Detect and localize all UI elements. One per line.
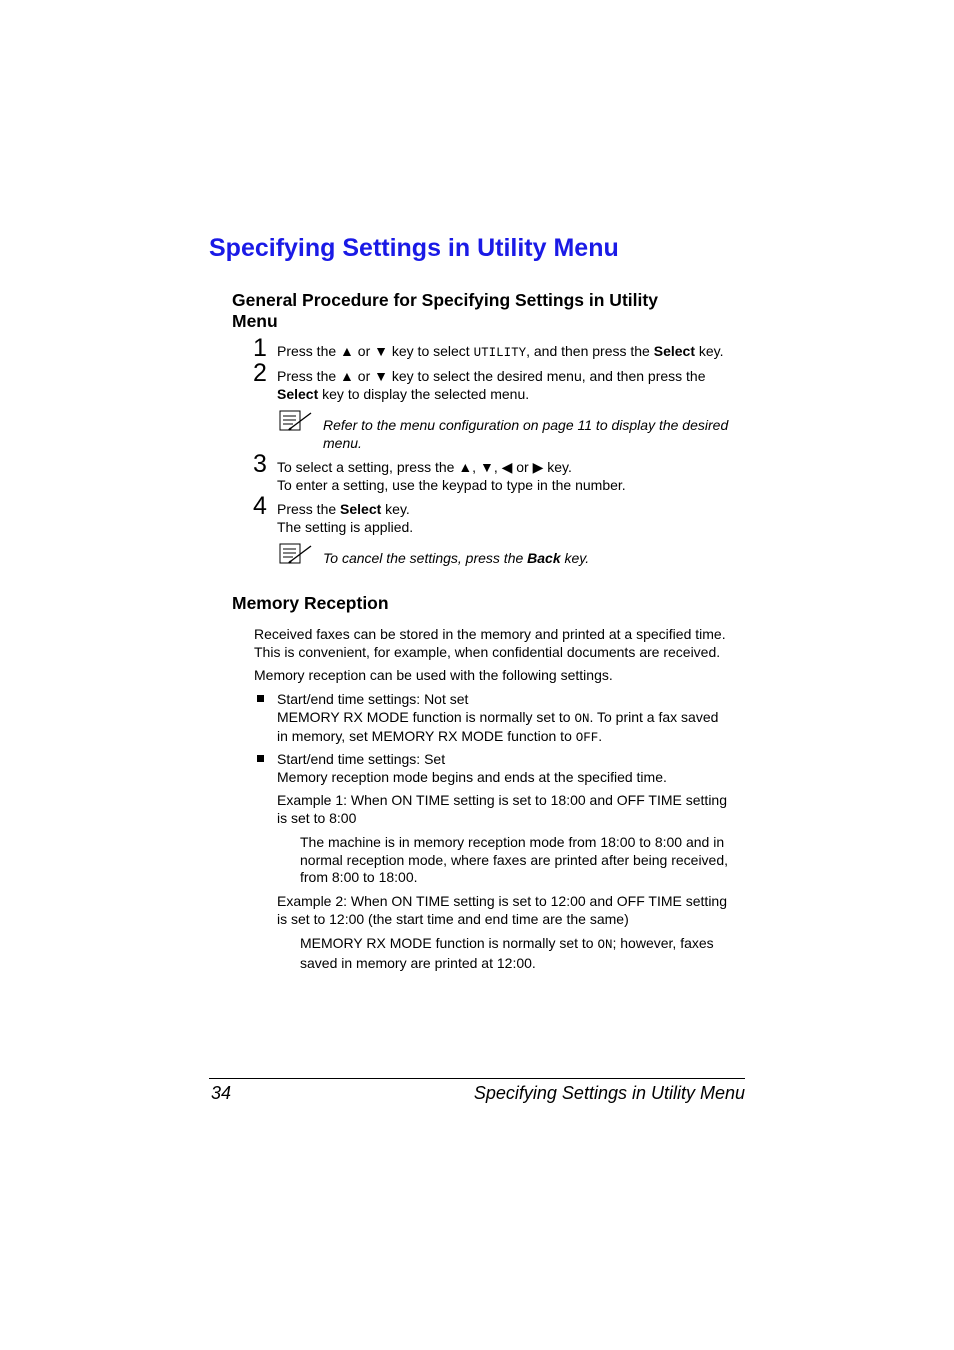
text: key. [560, 550, 590, 566]
text: . [598, 728, 603, 744]
paragraph-line: This is convenient, for example, when confidential documents are received. [254, 643, 721, 660]
note-pencil-icon [279, 410, 313, 432]
step-2-line-2 [277, 386, 706, 404]
step-4-line-2: The setting is applied. [277, 518, 414, 535]
text: key to select [387, 343, 474, 359]
example-2 [277, 893, 727, 928]
bullet-line [277, 728, 718, 748]
example-2-description [300, 935, 714, 972]
text: Press the [277, 501, 341, 517]
step-number-3: 3 [253, 450, 267, 478]
example-line: Example 1: When ON TIME setting is set to 18:00 and OFF TIME setting [277, 792, 728, 808]
code-off: OFF [575, 731, 599, 745]
bullet-line [277, 709, 718, 729]
step-4-line-1 [277, 501, 413, 519]
bullet-square-icon [257, 695, 264, 702]
example-1 [277, 792, 727, 827]
code-on: ON [574, 711, 590, 726]
code-utility: UTILITY [473, 346, 527, 360]
text: MEMORY RX MODE function is normally set to [277, 708, 575, 725]
step-2-line-1 [277, 368, 706, 386]
text: key to display the selected menu. [318, 385, 530, 402]
text: in memory, set MEMORY RX MODE function to [277, 728, 576, 744]
back-key-label: Back [527, 550, 561, 566]
example-line: is set to 8:00 [277, 809, 357, 826]
note-2 [323, 549, 589, 567]
text: or [353, 368, 375, 384]
text: MEMORY RX MODE function is normally set to [300, 935, 598, 951]
select-key-label: Select [277, 385, 319, 402]
step-3-line-1 [277, 459, 626, 477]
footer-title: Specifying Settings in Utility Menu [473, 1083, 745, 1103]
text: Press the [277, 343, 341, 359]
text: key to select the desired menu, and then press the [387, 368, 706, 384]
description-line: saved in memory are printed at 12:00. [300, 954, 536, 971]
description-line: The machine is in memory reception mode from 18:00 to 8:00 and in [300, 834, 725, 850]
text: . To print a fax saved [589, 708, 719, 725]
section-heading-memory-reception: Memory Reception [232, 593, 389, 613]
heading-line: Menu [232, 311, 278, 331]
description-line: from 8:00 to 18:00. [300, 869, 418, 885]
text: To cancel the settings, press the [323, 550, 528, 566]
note-pencil-icon [279, 543, 313, 565]
select-key-label: Select [653, 343, 695, 359]
text: To select a setting, press the [277, 459, 459, 475]
bullet-title: Start/end time settings: Set [277, 751, 446, 767]
example-line: is set to 12:00 (the start time and end time are the same) [277, 910, 629, 927]
heading-line: General Procedure for Specifying Settings in Utility [232, 290, 658, 310]
code-on: ON [597, 938, 613, 952]
text: key. [381, 501, 410, 517]
step-number-1: 1 [253, 334, 267, 362]
text: or [353, 343, 375, 359]
paragraph-line: Received faxes can be stored in the memory and printed at a specified time. [254, 626, 726, 642]
down-arrow-icon: ▼ [374, 343, 388, 359]
down-arrow-icon: ▼ [374, 368, 388, 384]
select-key-label: Select [340, 501, 382, 517]
bullet-title: Start/end time settings: Not set [277, 691, 469, 707]
text: key. [543, 459, 572, 475]
step-number-4: 4 [253, 492, 267, 520]
text: Press the [277, 368, 341, 384]
text: key. [694, 343, 724, 359]
bullet-2 [277, 751, 667, 786]
step-1-text [277, 343, 724, 363]
page-number: 34 [211, 1083, 232, 1103]
text: , and then press the [526, 343, 654, 359]
step-3-text [277, 459, 626, 494]
footer-divider [209, 1078, 745, 1079]
step-number-2: 2 [253, 359, 267, 387]
text: ; however, faxes [612, 935, 714, 951]
up-arrow-icon: ▲ [340, 368, 354, 384]
up-arrow-icon: ▲ [340, 343, 354, 359]
step-4-text [277, 501, 413, 536]
page-title: Specifying Settings in Utility Menu [209, 234, 619, 262]
bullet-line: Memory reception mode begins and ends at the specified time. [277, 768, 667, 785]
note-line: menu. [323, 435, 362, 451]
bullet-1 [277, 691, 718, 748]
example-1-description [300, 834, 728, 887]
note-1 [323, 416, 728, 452]
section-heading-general-procedure [232, 290, 658, 332]
step-2-text [277, 368, 706, 403]
description-line: normal reception mode, where faxes are printed after being received, [300, 851, 729, 868]
settings-paragraph: Memory reception can be used with the following settings. [254, 667, 613, 683]
note-line: Refer to the menu configuration on page 11 to display the desired [323, 417, 729, 433]
bullet-square-icon [257, 755, 264, 762]
arrow-keys-icons: ▲, ▼, ◀ or ▶ [458, 459, 544, 475]
step-3-line-2: To enter a setting, use the keypad to type in the number. [277, 476, 626, 493]
example-line: Example 2: When ON TIME setting is set to 12:00 and OFF TIME setting [277, 893, 728, 909]
description-line [300, 935, 714, 955]
intro-paragraph [254, 626, 726, 661]
